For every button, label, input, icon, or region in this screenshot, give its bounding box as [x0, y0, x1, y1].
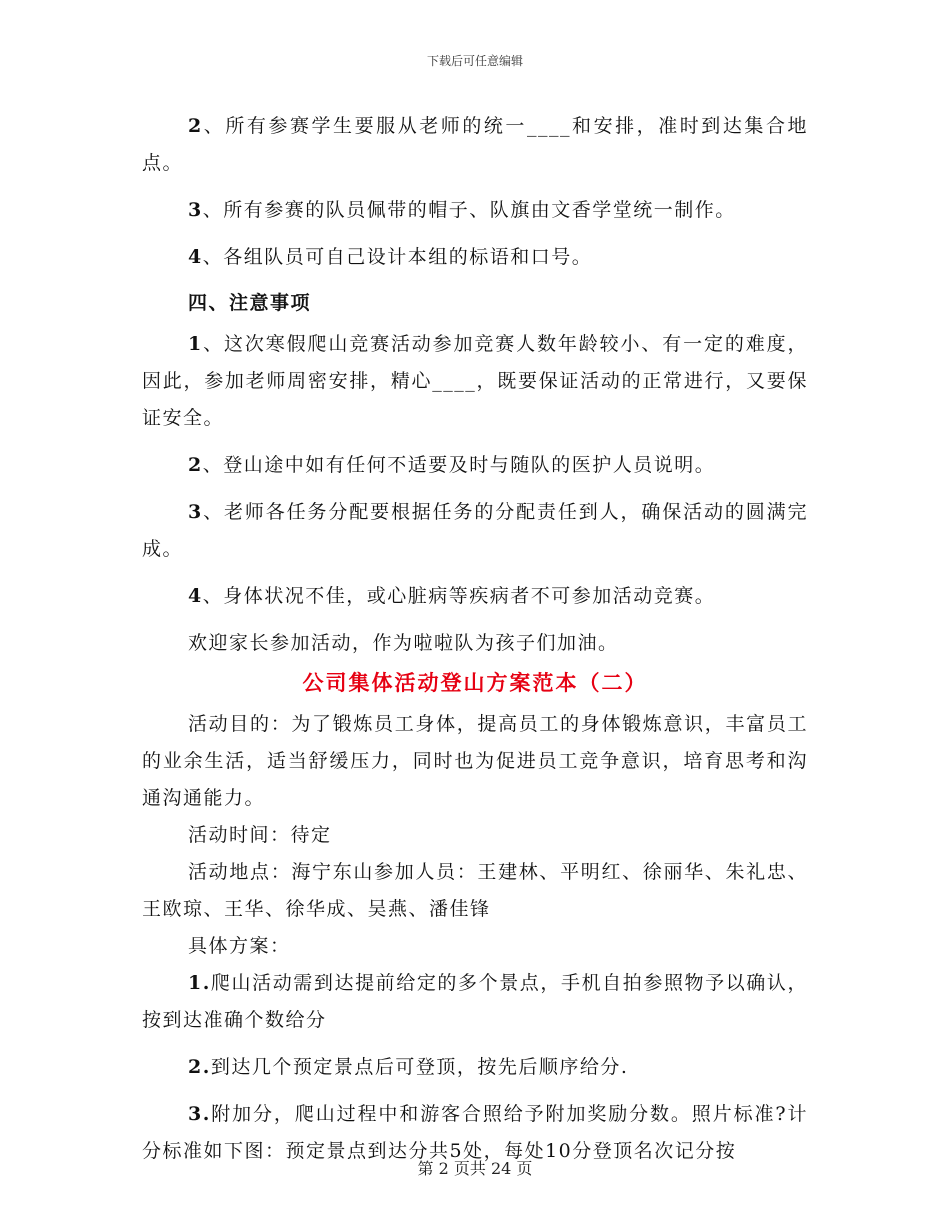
page-header: 下载后可任意编辑 — [426, 54, 523, 68]
list-item: 3、老师各任务分配要根据任务的分配责任到人，确保活动的圆满完成。 — [142, 501, 808, 560]
list-item: 1、这次寒假爬山竞赛活动参加竞赛人数年龄较小、有一定的难度，因此，参加老师周密安排，精心____，既要保证活动的正常进行，又要保证安全。 — [142, 333, 808, 429]
document-body — [142, 108, 808, 1180]
list-item: 3.附加分，爬山过程中和游客合照给予附加奖励分数。照片标准?计分标准如下图：预定景点到达分共5处，每处10分登顶名次记分按 — [142, 1103, 808, 1162]
section-heading: 四、注意事项 — [188, 292, 312, 314]
page-footer: 第 2 页共 24 页 — [417, 1159, 533, 1178]
document-title: 公司集体活动登山方案范本（二） — [302, 670, 648, 695]
list-item: 3、所有参赛的队员佩带的帽子、队旗由文香学堂统一制作。 — [188, 199, 736, 221]
purpose-paragraph: 活动目的：为了锻炼员工身体，提高员工的身体锻炼意识，丰富员工的业余生活，适当舒缓压力，同时也为促进员工竞争意识，培育思考和沟通沟通能力。 — [142, 713, 808, 809]
list-item: 1.爬山活动需到达提前给定的多个景点，手机自拍参照物予以确认，按到达准确个数给分 — [142, 972, 808, 1031]
place-paragraph: 活动地点：海宁东山参加人员：王建林、平明红、徐丽华、朱礼忠、王欧琼、王华、徐华成、吴燕、潘佳锋 — [142, 861, 808, 920]
list-item: 2、所有参赛学生要服从老师的统一____和安排，准时到达集合地点。 — [142, 115, 808, 174]
plan-label: 具体方案： — [188, 935, 291, 957]
list-item: 2、登山途中如有任何不适要及时与随队的医护人员说明。 — [188, 454, 716, 476]
list-item: 2.到达几个预定景点后可登顶，按先后顺序给分. — [188, 1056, 629, 1078]
list-item: 4、身体状况不佳，或心脏病等疾病者不可参加活动竞赛。 — [188, 585, 716, 607]
time-paragraph: 活动时间：待定 — [188, 824, 332, 846]
list-item: 4、各组队员可自己设计本组的标语和口号。 — [188, 246, 593, 268]
welcome-paragraph: 欢迎家长参加活动，作为啦啦队为孩子们加油。 — [188, 632, 619, 654]
